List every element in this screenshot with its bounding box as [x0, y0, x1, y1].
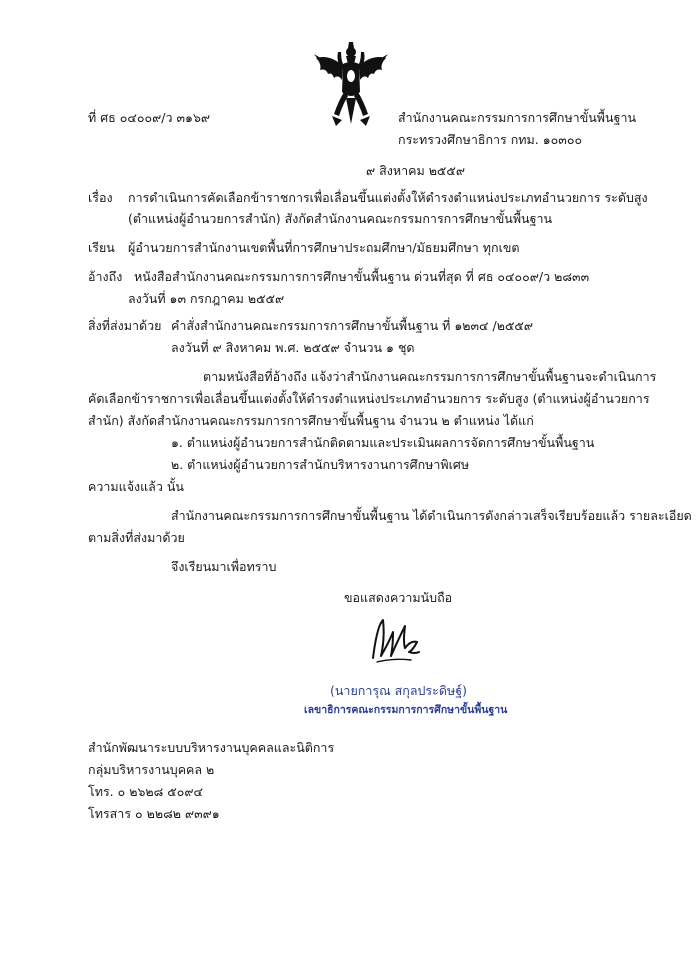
- enclosure-line-1: คำสั่งสำนักงานคณะกรรมการการศึกษาขั้นพื้นฐาน ที่ ๑๒๓๔ /๒๕๕๙: [171, 318, 534, 333]
- body-para1-end: ความแจ้งแล้ว นั้น: [88, 479, 184, 494]
- subject-label: เรื่อง: [88, 190, 113, 205]
- document-date: ๙ สิงหาคม ๒๕๕๙: [366, 163, 466, 178]
- body-para1-line2: คัดเลือกข้าราชการเพื่อเลื่อนขึ้นแต่งตั้งให้ดำรงตำแหน่งประเภทอำนวยการ ระดับสูง (ตำแหน่งผู้อำนวยการ: [88, 391, 650, 406]
- subject-line-1: การดำเนินการคัดเลือกข้าราชการเพื่อเลื่อนขึ้นแต่งตั้งให้ดำรงตำแหน่งประเภทอำนวยการ ระดับสูง: [128, 190, 648, 205]
- enclosure-line-2: ลงวันที่ ๙ สิงหาคม พ.ศ. ๒๕๕๙ จำนวน ๑ ชุด: [171, 340, 415, 355]
- addressee-label: เรียน: [88, 240, 115, 255]
- body-para1-line1: ตามหนังสือที่อ้างถึง แจ้งว่าสำนักงานคณะกรรมการการศึกษาขั้นพื้นฐานจะดำเนินการ: [203, 369, 657, 384]
- subject-line-2: (ตำแหน่งผู้อำนวยการสำนัก) สังกัดสำนักงานคณะกรรมการการศึกษาขั้นพื้นฐาน: [128, 211, 553, 226]
- closing-line: จึงเรียนมาเพื่อทราบ: [171, 559, 277, 574]
- agency-address: กระทรวงศึกษาธิการ กทม. ๑๐๓๐๐: [398, 132, 583, 147]
- garuda-emblem-icon: [312, 40, 390, 128]
- body-para2-line2: ตามสิ่งที่ส่งมาด้วย: [88, 530, 185, 545]
- reference-label: อ้างถึง: [88, 269, 123, 284]
- enclosure-label: สิ่งที่ส่งมาด้วย: [88, 318, 162, 333]
- reference-line-2: ลงวันที่ ๑๓ กรกฎาคม ๒๕๕๙: [128, 291, 285, 306]
- addressee-text: ผู้อำนวยการสำนักงานเขตพื้นที่การศึกษาประถมศึกษา/มัธยมศึกษา ทุกเขต: [128, 240, 520, 255]
- regards-line: ขอแสดงความนับถือ: [344, 590, 453, 605]
- footer-group: กลุ่มบริหารงานบุคคล ๒: [88, 762, 215, 777]
- body-para2-line1: สำนักงานคณะกรรมการการศึกษาขั้นพื้นฐาน ได้ดำเนินการดังกล่าวเสร็จเรียบร้อยแล้ว รายละเอียด: [171, 508, 692, 523]
- document-number: ที่ ศธ ๐๔๐๐๙/ว ๓๑๖๙: [88, 110, 211, 125]
- body-item-1: ๑. ตำแหน่งผู้อำนวยการสำนักติดตามและประเมินผลการจัดการศึกษาขั้นพื้นฐาน: [171, 435, 595, 450]
- signatory-name: (นายการุณ สกุลประดิษฐ์): [330, 683, 467, 698]
- footer-office: สำนักพัฒนาระบบบริหารงานบุคคลและนิติการ: [88, 740, 335, 755]
- reference-line-1: หนังสือสำนักงานคณะกรรมการการศึกษาขั้นพื้นฐาน ด่วนที่สุด ที่ ศธ ๐๔๐๐๙/ว ๒๘๓๓: [134, 269, 590, 284]
- footer-phone: โทร. ๐ ๒๖๒๘ ๕๐๙๔: [88, 784, 203, 799]
- body-item-2: ๒. ตำแหน่งผู้อำนวยการสำนักบริหารงานการศึกษาพิเศษ: [171, 457, 470, 472]
- signatory-title: เลขาธิการคณะกรรมการการศึกษาขั้นพื้นฐาน: [304, 704, 508, 716]
- handwritten-signature-icon: [365, 612, 423, 670]
- body-para1-line3: สำนัก) สังกัดสำนักงานคณะกรรมการการศึกษาขั้นพื้นฐาน จำนวน ๒ ตำแหน่ง ได้แก่: [88, 413, 534, 428]
- footer-fax: โทรสาร ๐ ๒๒๘๒ ๙๓๙๑: [88, 806, 220, 821]
- agency-name: สำนักงานคณะกรรมการการศึกษาขั้นพื้นฐาน: [398, 110, 637, 125]
